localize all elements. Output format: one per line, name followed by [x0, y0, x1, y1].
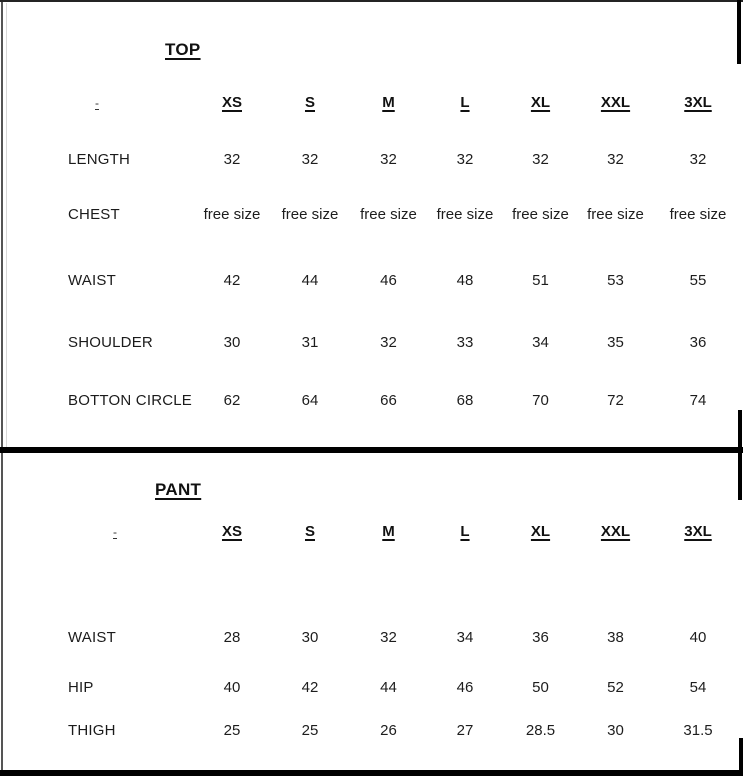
cell-value: 72 — [607, 392, 624, 409]
cell-value: free size — [669, 206, 727, 223]
corner-dash: - — [113, 525, 117, 539]
column-header-xxl: XXL — [600, 94, 631, 111]
table-row-botton-circle — [0, 391, 743, 411]
row-label: WAIST — [68, 272, 116, 289]
cell-value: free size — [281, 206, 339, 223]
column-header-s: S — [304, 523, 315, 540]
pant-table-title: PANT — [155, 480, 202, 499]
cell-value: 26 — [380, 722, 397, 739]
cell-value: 35 — [607, 334, 624, 351]
cell-value: 32 — [532, 151, 549, 168]
top-table-title: TOP — [165, 40, 201, 59]
column-header-xl: XL — [530, 523, 551, 540]
spacer-cell — [0, 628, 68, 648]
cell-value: free size — [203, 206, 261, 223]
cell-value: 32 — [301, 151, 319, 168]
cell-value: free size — [360, 206, 417, 223]
table-row-chest — [0, 205, 743, 225]
cell-value: 51 — [532, 272, 549, 289]
top-table-header-row — [0, 93, 743, 113]
spacer-cell — [0, 721, 68, 741]
cell-value: 32 — [223, 151, 241, 168]
cell-value: 50 — [532, 679, 549, 696]
cell-value: 25 — [223, 722, 241, 739]
cell-value: 34 — [532, 334, 549, 351]
row-label: BOTTON CIRCLE — [68, 392, 193, 409]
cell-value: 25 — [301, 722, 319, 739]
spacer-cell — [0, 205, 68, 225]
bottom-border-line — [0, 770, 743, 776]
cell-value: 62 — [223, 392, 241, 409]
right-border-segment-top — [737, 0, 741, 64]
section-divider-line — [0, 447, 743, 453]
column-header-xs: XS — [221, 523, 242, 540]
cell-value: 44 — [380, 679, 397, 696]
cell-value: free size — [436, 206, 494, 223]
cell-value: 32 — [456, 151, 474, 168]
cell-value: 38 — [607, 629, 624, 646]
cell-value: 54 — [689, 679, 707, 696]
spacer-cell — [0, 93, 68, 113]
cell-value: 32 — [380, 151, 397, 168]
table-row-thigh — [0, 721, 743, 741]
cell-value: 27 — [456, 722, 474, 739]
right-border-segment-mid — [738, 410, 742, 500]
cell-value: free size — [587, 206, 644, 223]
cell-value: 40 — [223, 679, 241, 696]
cell-value: 28.5 — [525, 722, 556, 739]
cell-value: 46 — [456, 679, 474, 696]
row-label: CHEST — [68, 206, 120, 223]
cell-value: 42 — [301, 679, 319, 696]
cell-value: 44 — [301, 272, 319, 289]
spacer-cell — [0, 522, 68, 542]
cell-value: 30 — [607, 722, 624, 739]
cell-value: 66 — [380, 392, 397, 409]
row-label: SHOULDER — [68, 334, 153, 351]
column-header-xs: XS — [221, 94, 242, 111]
cell-value: 55 — [689, 272, 707, 289]
cell-value: 32 — [380, 334, 397, 351]
cell-value: 52 — [607, 679, 624, 696]
right-border-segment-bottom — [739, 738, 743, 776]
top-border-line — [0, 0, 743, 2]
cell-value: 34 — [456, 629, 474, 646]
column-header-xxl: XXL — [600, 523, 631, 540]
spacer-cell — [0, 150, 68, 170]
spacer-cell — [0, 271, 68, 291]
cell-value: 68 — [456, 392, 474, 409]
cell-value: 53 — [607, 272, 624, 289]
cell-value: 46 — [380, 272, 397, 289]
left-border-line-top — [1, 2, 3, 448]
column-header-3xl: 3XL — [684, 523, 712, 540]
cell-value: free size — [512, 206, 569, 223]
cell-value: 36 — [689, 334, 707, 351]
cell-value: 30 — [301, 629, 319, 646]
cell-value: 32 — [380, 629, 397, 646]
column-header-xl: XL — [530, 94, 551, 111]
table-row-hip — [0, 678, 743, 698]
table-row-waist — [0, 628, 743, 648]
table-row-waist — [0, 271, 743, 291]
pant-table-header-row — [0, 522, 743, 542]
cell-value: 64 — [301, 392, 319, 409]
cell-value: 36 — [532, 629, 549, 646]
cell-value: 48 — [456, 272, 474, 289]
row-label: HIP — [68, 679, 94, 696]
cell-value: 33 — [456, 334, 474, 351]
column-header-l: L — [460, 94, 470, 111]
table-row-shoulder — [0, 333, 743, 353]
cell-value: 42 — [223, 272, 241, 289]
cell-value: 31.5 — [683, 722, 713, 739]
cell-value: 32 — [607, 151, 624, 168]
spacer-cell — [0, 333, 68, 353]
spacer-cell — [0, 678, 68, 698]
row-label: THIGH — [68, 722, 116, 739]
cell-value: 70 — [532, 392, 549, 409]
column-header-s: S — [304, 94, 315, 111]
cell-value: 31 — [301, 334, 319, 351]
cell-value: 28 — [223, 629, 241, 646]
column-header-m: M — [382, 94, 395, 111]
corner-dash: - — [95, 96, 99, 110]
left-border-line-faint — [6, 3, 7, 447]
cell-value: 74 — [689, 392, 707, 409]
cell-value: 32 — [689, 151, 707, 168]
column-header-l: L — [460, 523, 470, 540]
spacer-cell — [0, 391, 68, 411]
column-header-m: M — [382, 523, 395, 540]
cell-value: 40 — [689, 629, 707, 646]
column-header-3xl: 3XL — [684, 94, 712, 111]
cell-value: 30 — [223, 334, 241, 351]
row-label: LENGTH — [68, 151, 131, 168]
row-label: WAIST — [68, 629, 116, 646]
table-row-length — [0, 150, 743, 170]
